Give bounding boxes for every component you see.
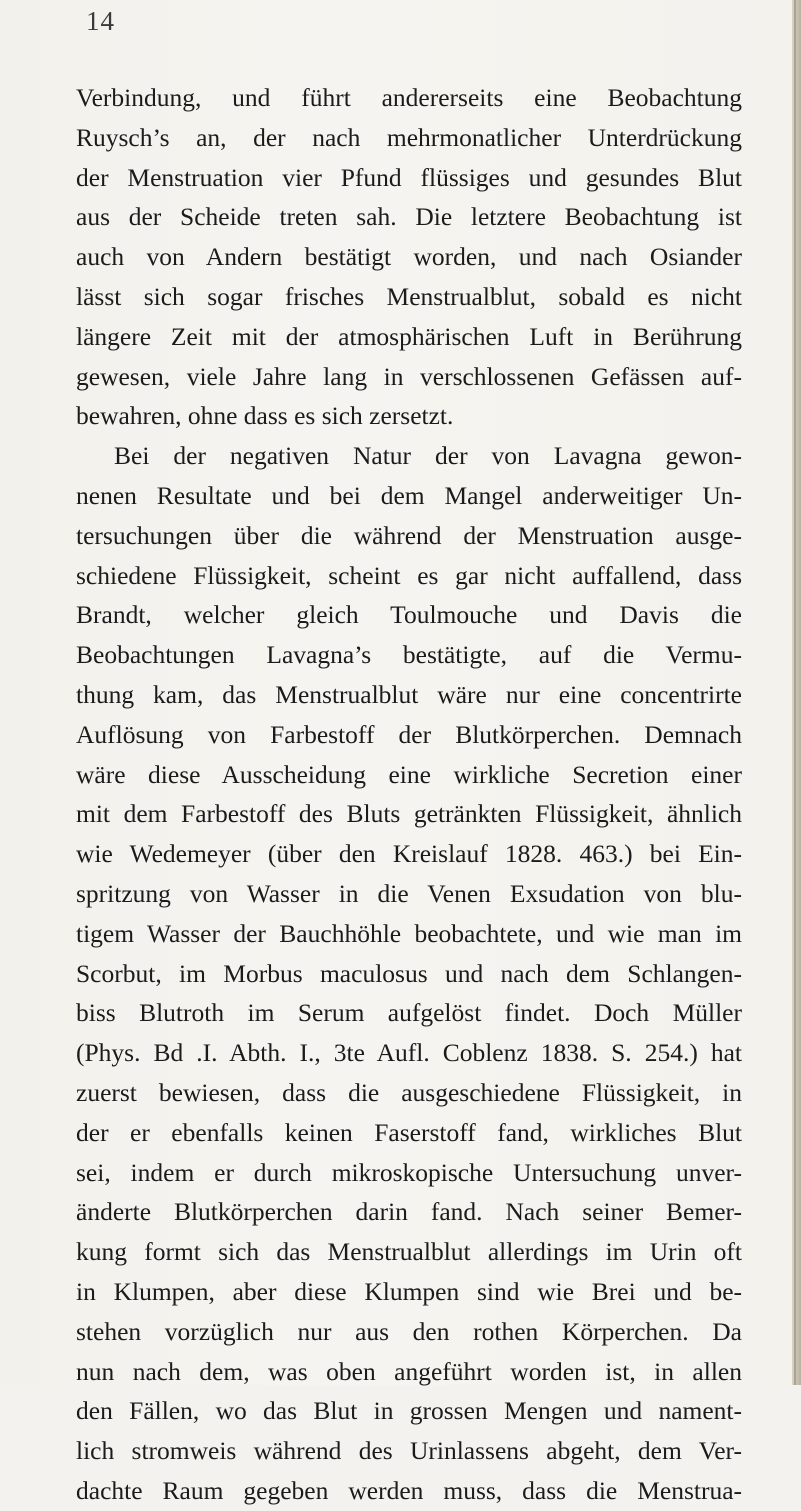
text-line: stehen vorzüglich nur aus den rothen Körperchen. Da	[76, 1316, 742, 1346]
text-line: auch von Andern bestätigt worden, und nach Osiander	[76, 242, 742, 272]
text-line: kung formt sich das Menstrualblut allerdings im Urin oft	[76, 1237, 742, 1267]
page-edge-line	[794, 0, 796, 1385]
text-line: schiedene Flüssigkeit, scheint es gar nicht auffallend, dass	[76, 560, 742, 590]
text-line: in Klumpen, aber diese Klumpen sind wie Brei und be-	[76, 1276, 742, 1306]
text-line: Scorbut, im Morbus maculosus und nach dem Schlangen-	[76, 958, 742, 988]
text-line: (Phys. Bd .I. Abth. I., 3te Aufl. Coblenz 1838. S. 254.) hat	[76, 1038, 742, 1068]
text-line: wäre diese Ausscheidung eine wirkliche Secretion einer	[76, 759, 742, 789]
text-line: lich stromweis während des Urinlassens abgeht, dem Ver-	[76, 1436, 742, 1466]
text-line: der Menstruation vier Pfund flüssiges und gesundes Blut	[76, 162, 742, 192]
text-line: dachte Raum gegeben werden muss, dass die Menstrua-	[76, 1475, 742, 1505]
text-line: Verbindung, und führt andererseits eine Beobachtung	[76, 83, 742, 112]
text-line: spritzung von Wasser in die Venen Exsudation von blu-	[76, 878, 742, 908]
text-line: der er ebenfalls keinen Faserstoff fand, wirkliches Blut	[76, 1117, 742, 1147]
text-line: Bei der negativen Natur der von Lavagna gewon-	[114, 441, 742, 471]
text-line: sei, indem er durch mikroskopische Untersuchung unver-	[76, 1157, 742, 1187]
text-line: Ruysch’s an, der nach mehrmonatlicher Unterdrückung	[76, 122, 742, 152]
text-line: tigem Wasser der Bauchhöhle beobachtete, und wie man im	[76, 918, 742, 948]
text-line: nun nach dem, was oben angeführt worden ist, in allen	[76, 1356, 742, 1386]
text-line: den Fällen, wo das Blut in grossen Mengen und nament-	[76, 1396, 742, 1426]
text-line: mit dem Farbestoff des Bluts getränkten Flüssigkeit, ähnlich	[76, 799, 742, 829]
text-line: änderte Blutkörperchen darin fand. Nach seiner Bemer-	[76, 1197, 742, 1227]
text-line: längere Zeit mit der atmosphärischen Luft in Berührung	[76, 321, 742, 351]
text-line: zuerst bewiesen, dass die ausgeschiedene Flüssigkeit, in	[76, 1077, 742, 1107]
text-line: lässt sich sogar frisches Menstrualblut, sobald es nicht	[76, 281, 742, 311]
text-line: biss Blutroth im Serum aufgelöst findet. Doch Müller	[76, 998, 742, 1028]
body-text	[76, 78, 742, 1511]
text-line: Beobachtungen Lavagna’s bestätigte, auf die Vermu-	[76, 640, 742, 670]
page-number: 14	[86, 6, 115, 36]
text-line: wie Wedemeyer (über den Kreislauf 1828. 463.) bei Ein-	[76, 839, 742, 869]
text-line: thung kam, das Menstrualblut wäre nur eine concentrirte	[76, 679, 742, 709]
text-line: Auflösung von Farbestoff der Blutkörperchen. Demnach	[76, 719, 742, 749]
text-line: aus der Scheide treten sah. Die letztere Beobachtung ist	[76, 202, 742, 232]
text-line: bewahren, ohne dass es sich zersetzt.	[76, 401, 454, 431]
text-line: Brandt, welcher gleich Toulmouche und Davis die	[76, 600, 742, 630]
text-line: gewesen, viele Jahre lang in verschlossenen Gefässen auf-	[76, 361, 742, 391]
text-line: nenen Resultate und bei dem Mangel anderweitiger Un-	[76, 480, 742, 510]
text-line: tersuchungen über die während der Menstruation ausge-	[76, 520, 742, 550]
